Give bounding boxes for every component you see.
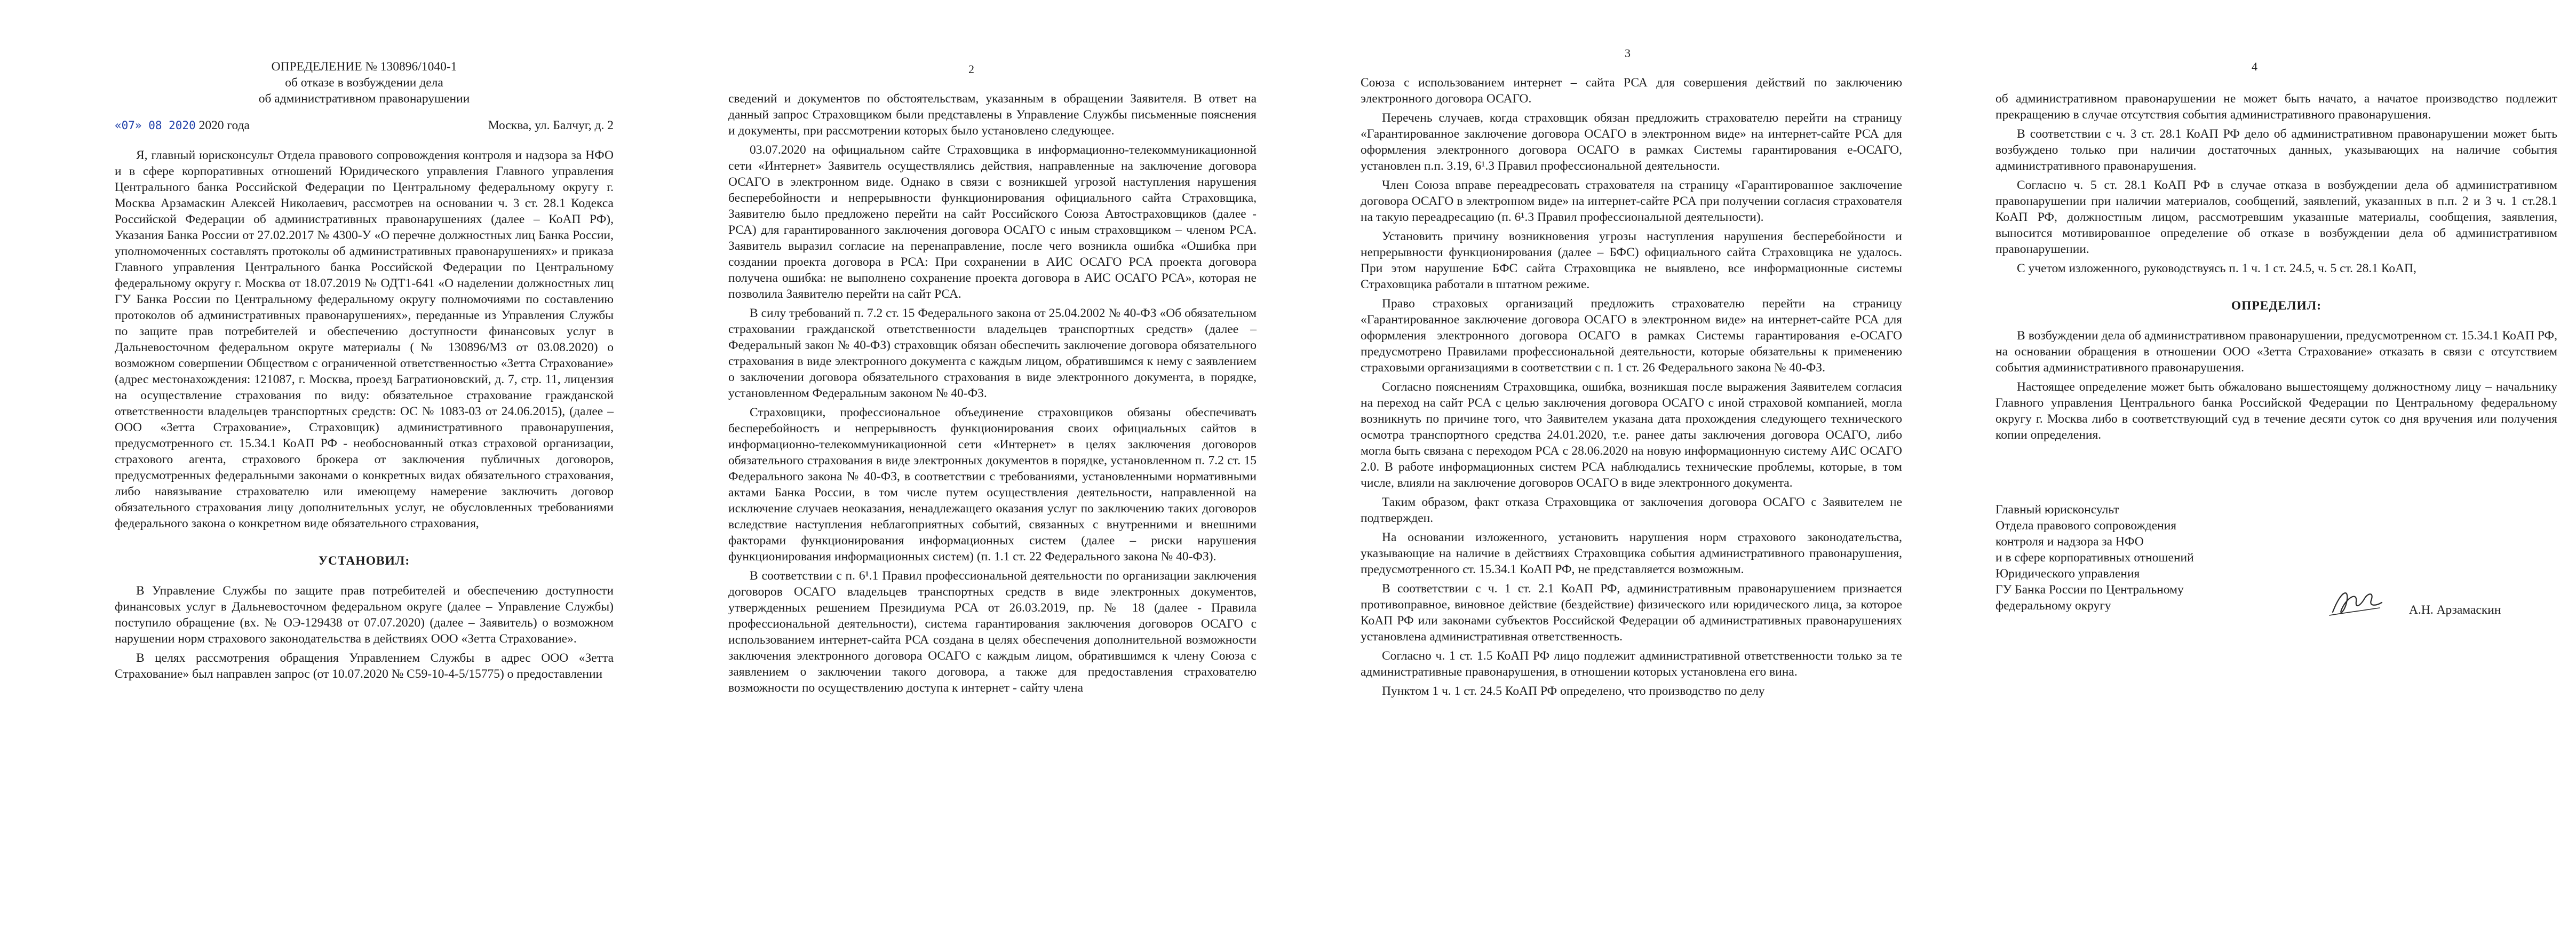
paragraph: Согласно ч. 1 ст. 1.5 КоАП РФ лицо подлежит административной ответственности только за те административные правонарушения, в отношении которых установлена его вина. (1361, 649, 1902, 679)
paragraph: Пунктом 1 ч. 1 ст. 24.5 КоАП РФ определено, что производство по делу (1382, 684, 1765, 698)
signer-position-line: федеральному округу (1995, 599, 2111, 613)
paragraph: Перечень случаев, когда страховщик обязан предложить страхователю перейти на страницу «Гарантированное заключение договора ОСАГО в электронном виде» на интернет-сайте РСА для оформления электронного договора ОСАГО в рамках Системы гарантирования е-ОСАГО, установлен п.п. 3.19, 6¹.3 Правил профессиональной деятельности. (1361, 111, 1902, 173)
signer-position-line: контроля и надзора за НФО (1995, 535, 2144, 549)
signer-position-line: Отдела правового сопровождения (1995, 519, 2177, 533)
paragraph: об административном правонарушении не может быть начато, а начатое производство подлежит прекращению в случае отсутствия события административного правонарушения. (1995, 92, 2557, 122)
document-page-4 (1937, 0, 2576, 935)
date-place-line (115, 117, 614, 133)
title-line-3: об административном правонарушении (258, 92, 470, 106)
paragraph: В Управление Службы по защите прав потребителей и обеспечению доступности финансовых услуг в Дальневосточном федеральном округе (далее – Управление Службы) поступило обращение (вх. № ОЭ-129438 от 07.07.2020) (далее – Заявитель) о возможном нарушении норм страхового законодательства в действиях ООО «Зетта Страхование». (115, 584, 614, 646)
paragraph: Союза с использованием интернет – сайта РСА для совершения действий по заключению электронного договора ОСАГО. (1361, 76, 1902, 106)
page-number: 2 (968, 62, 974, 76)
document-date (115, 117, 250, 133)
title-line-1: ОПРЕДЕЛЕНИЕ № 130896/1040-1 (271, 60, 457, 74)
paragraph: С учетом изложенного, руководствуясь п. 1 ч. 1 ст. 24.5, ч. 5 ст. 28.1 КоАП, (2017, 262, 2416, 275)
paragraph: Страховщики, профессиональное объединение страховщиков обязаны обеспечивать бесперебойность и непрерывность функционирования своих официальных сайтов в информационно-телекоммуникационной сети «Интернет» в целях заключения договоров обязательного страхования в виде электронных документов в порядке, установленном п. 7.2 ст. 15 Федерального закона № 40-ФЗ, в соответствии с требованиями, установленными нормативными актами Банка России, в том числе путем осуществления деятельности, направленной на исключение случаев неоказания, ненадлежащего оказания услуг по заключению таких договоров вследствие наступления неблагоприятных событий, связанных с внутренними и внешними факторами функционирования информационных систем (далее – риски нарушения функционирования информационных систем) (п. 1.1 ст. 22 Федерального закона № 40-ФЗ). (728, 406, 1257, 564)
document-page-2 (646, 0, 1291, 935)
title-line-2: об отказе в возбуждении дела (285, 76, 443, 90)
page-number: 3 (1625, 46, 1631, 60)
paragraph: Согласно ч. 5 ст. 28.1 КоАП РФ в случае отказа в возбуждении дела об административном правонарушении при наличии материалов, сообщений, заявлений, указанных в п.п. 2 и 3 ч. 1 ст.28.1 КоАП РФ, должностным лицом, рассмотревшим указанные материалы, сообщения, заявления, выносится мотивированное определение об отказе в возбуждении дела об административном правонарушении. (1995, 178, 2557, 256)
paragraph: На основании изложенного, установить нарушения норм страхового законодательства, указывающие на наличие в действиях Страховщика события административного правонарушения, предусмотренного ст. 15.34.1 КоАП РФ, не представляется возможным. (1361, 530, 1902, 576)
signer-position-line: ГУ Банка России по Центральному (1995, 583, 2184, 597)
paragraph: В соответствии с ч. 3 ст. 28.1 КоАП РФ дело об административном правонарушении может быть возбуждено только при наличии достаточных данных, указывающих на наличие события административного правонарушения. (1995, 127, 2557, 173)
signer-name: А.Н. Арзамаскин (2409, 603, 2501, 617)
paragraph: Настоящее определение может быть обжаловано вышестоящему должностному лицу – начальнику Главного управления Центрального банка Российской Федерации по Центральному федеральному округу г. Москва либо в соответствующий суд в течение десяти суток со дня вручения или получения копии определения. (1995, 380, 2557, 442)
paragraph: Согласно пояснениям Страховщика, ошибка, возникшая после выражения Заявителем согласия на переход на сайт РСА с целью заключения договора ОСАГО с иной страховой компанией, могла возникнуть по причине того, что Заявителем указана дата прохождения следующего технического осмотра транспортного средства 24.01.2020, т.е. ранее даты заключения договора ОСАГО, либо могла быть связана с переходом РСА с 28.06.2020 на новую информационную систему АИС ОСАГО 2.0. В работе информационных систем РСА наблюдались технические проблемы, которые, в том числе, влияли на заключение договоров ОСАГО в виде электронного документа. (1361, 380, 1902, 490)
paragraph: В силу требований п. 7.2 ст. 15 Федерального закона от 25.04.2002 № 40-ФЗ «Об обязательном страховании гражданской ответственности владельцев транспортных средств» (далее – Федеральный закон № 40-ФЗ) страховщик обязан обеспечить заключение договора обязательного страхования в виде электронного документа с каждым лицом, обратившимся к нему с заявлением о заключении договора обязательного страхования в виде электронного документа, в порядке, установленном Федеральным законом № 40-ФЗ. (728, 306, 1257, 400)
signature-block (1995, 502, 2557, 617)
document-page-1 (0, 0, 646, 935)
handwritten-signature (2326, 584, 2385, 622)
signer-position-line: и в сфере корпоративных отношений (1995, 551, 2194, 565)
date-stamp: «07» 08 2020 (115, 119, 196, 132)
document-place: Москва, ул. Балчуг, д. 2 (488, 118, 614, 132)
document-title (115, 59, 614, 107)
paragraph: В соответствии с п. 6¹.1 Правил профессиональной деятельности по организации заключения договоров ОСАГО владельцев транспортных средств в виде электронных документов, утвержденных решением Президиума РСА от 26.03.2019, пр. № 18 (далее - Правила профессиональной деятельности), система гарантирования заключения договоров ОСАГО с использованием интернет-сайта РСА создана в целях обеспечения дополнительной возможности заключения электронного договора ОСАГО с каждым лицом, обратившимся к члену Союза с заявлением о заключении такого договора, а также для предоставления страхователю возможности по осуществлению доступа к интернет - сайту члена (728, 569, 1257, 695)
section-heading-determined: ОПРЕДЕЛИЛ: (2231, 299, 2322, 313)
signer-position-line: Главный юрисконсульт (1995, 503, 2119, 517)
paragraph: Член Союза вправе переадресовать страхователя на страницу «Гарантированное заключение договора ОСАГО в электронном виде» на интернет-сайте РСА при получении согласия страхователя на такую переадресацию (п. 6¹.3 Правил профессиональной деятельности). (1361, 178, 1902, 224)
signer-position-line: Юридического управления (1995, 567, 2140, 581)
date-suffix: 2020 года (198, 118, 250, 132)
paragraph: сведений и документов по обстоятельствам, указанным в обращении Заявителя. В ответ на данный запрос Страховщиком были представлены в Управление Службы письменные пояснения и документы, при рассмотрении которых было установлено следующее. (728, 92, 1257, 138)
document-page-3 (1291, 0, 1937, 935)
paragraph: Право страховых организаций предложить страхователю перейти на страницу «Гарантированное заключение договора ОСАГО в электронном виде» на интернет-сайте РСА для оформления электронного договора ОСАГО в рамках Системы гарантирования е-ОСАГО предусмотрено Правилами профессиональной деятельности, которые обязательны к применению страховыми организациями в соответствии с п. 1 ст. 26 Федерального закона № 40-ФЗ. (1361, 297, 1902, 375)
paragraph: В целях рассмотрения обращения Управлением Службы в адрес ООО «Зетта Страхование» был направлен запрос (от 10.07.2020 № С59-10-4-5/15775) о предоставлении (115, 651, 614, 681)
paragraph: Я, главный юрисконсульт Отдела правового сопровождения контроля и надзора за НФО и в сфере корпоративных отношений Юридического управления Главного управления Центрального банка Российской Федерации по Центральному федеральному округу г. Москва Арзамаскин Алексей Николаевич, рассмотрев на основании ч. 3 ст. 28.1 Кодекса Российской Федерации об административных правонарушениях (далее – КоАП РФ), Указания Банка России от 27.02.2017 № 4300-У «О перечне должностных лиц Банка России, уполномоченных составлять протоколы об административных правонарушениях» и приказа Главного управления Центрального банка Российской Федерации по Центральному федеральному округу г. Москва от 18.07.2019 № ОДТ1-641 «О наделении должностных лиц ГУ Банка России по Центральному федеральному округу полномочиями по составлению протоколов об административных правонарушениях», переданные из Управления Службы по защите прав потребителей и обеспечению доступности финансовых услуг в Дальневосточном федеральном округе материалы (№ 130896/МЗ от 03.08.2020) о возможном совершении Обществом с ограниченной ответственностью «Зетта Страхование» (адрес местонахождения: 121087, г. Москва, проезд Багратионовский, д. 7, стр. 11, лицензия на осуществление страхования по виду: обязательное страхование гражданской ответственности владельцев транспортных средств: ОС № 1083-03 от 24.06.2015), (далее – ООО «Зетта Страхование», Страховщик) административного правонарушения, предусмотренного ст. 15.34.1 КоАП РФ - необоснованный отказ страховой организации, страхового агента, страхового брокера от заключения публичных договоров, предусмотренных федеральными законами о конкретных видах обязательного страхования, либо навязывание страхователю или имеющему намерение заключить договор обязательного страхования лицу дополнительных услуг, не обусловленных требованиями федерального закона о конкретном виде обязательного страхования, (115, 148, 614, 530)
page-number: 4 (2252, 60, 2257, 73)
section-heading-established: УСТАНОВИЛ: (318, 554, 410, 568)
paragraph: В возбуждении дела об административном правонарушении, предусмотренном ст. 15.34.1 КоАП РФ, на основании обращения в отношении ООО «Зетта Страхование» отказать в связи с отсутствием события административного правонарушения. (1995, 329, 2557, 375)
paragraph: Установить причину возникновения угрозы наступления нарушения бесперебойности и непрерывности функционирования (далее – БФС) официального сайта Страховщика не удалось. При этом нарушение БФС сайта Страховщика не выявлено, все информационные системы Страховщика работали в штатном режиме. (1361, 229, 1902, 291)
paragraph: Таким образом, факт отказа Страховщика от заключения договора ОСАГО с Заявителем не подтвержден. (1361, 495, 1902, 525)
paragraph: В соответствии с ч. 1 ст. 2.1 КоАП РФ, административным правонарушением признается противоправное, виновное действие (бездействие) физического или юридического лица, за которое КоАП РФ или законами субъектов Российской Федерации об административных правонарушениях установлена административная ответственность. (1361, 582, 1902, 644)
paragraph: 03.07.2020 на официальном сайте Страховщика в информационно-телекоммуникационной сети «Интернет» Заявитель осуществлялись действия, направленные на заключение договора ОСАГО в электронном виде. Однако в связи с возникшей угрозой наступления нарушения бесперебойности и непрерывности функционирования официального сайта Страховщика, Заявителю было предложено перейти на сайт Российского Союза Автостраховщиков (далее - РСА) для гарантированного заключения договора ОСАГО с иным страховщиком – членом РСА. Заявитель выразил согласие на перенаправление, после чего возникла ошибка «Ошибка при создании проекта договора в РСА: При сохранении в АИС ОСАГО РСА проекта договора получена ошибка: не выполнено сохранение проекта договора в АИС ОСАГО РСА», которая не позволила Заявителю перейти на сайт РСА. (728, 143, 1257, 301)
